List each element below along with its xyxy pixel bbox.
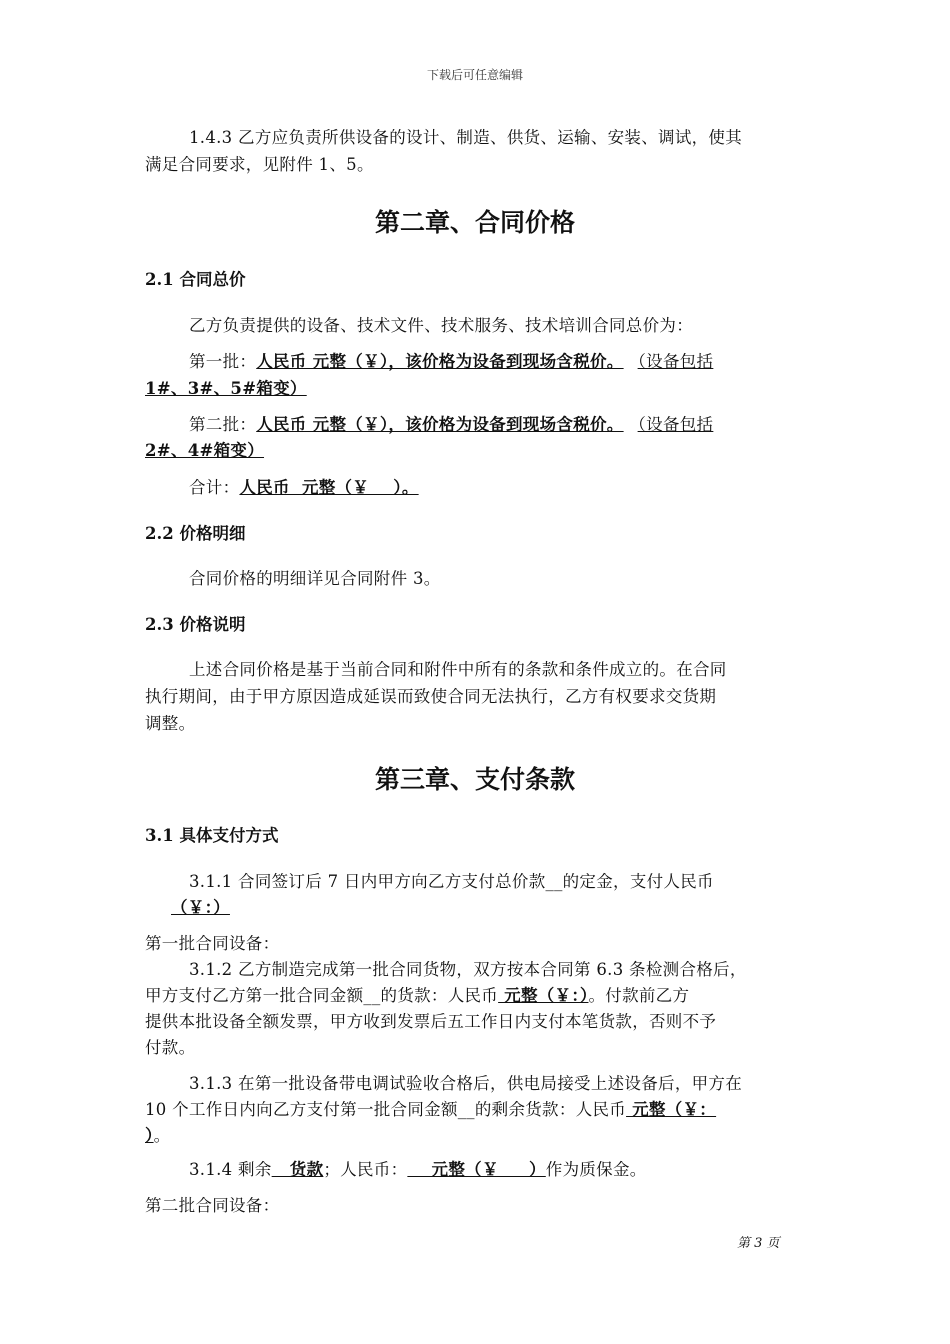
p314-prefix: 3.1.4 剩余 [189, 1160, 272, 1179]
p312-line1: 3.1.2 乙方制造完成第一批合同货物，双方按本合同第 6.3 条检测合格后， [189, 960, 747, 979]
batch1-boxes: 1#、3#、5#箱变） [145, 379, 307, 398]
section-2-2-title: 2.2 价格明细 [145, 524, 246, 543]
total-line [145, 474, 849, 501]
p311-amount: （￥：） [171, 898, 230, 917]
p312-line2 [145, 982, 805, 1009]
section-3-1-title: 3.1 具体支付方式 [145, 826, 279, 845]
section-2-3-line1: 上述合同价格是基于当前合同和附件中所有的条款和条件成立的。在合同 [189, 660, 727, 679]
batch1-equip: （设备包括 [637, 352, 714, 371]
total-value: 人民币 元整（￥ ）。 [239, 478, 419, 497]
chapter-2-title: 第二章、合同价格 [374, 208, 575, 237]
batch2-equip: （设备包括 [637, 415, 714, 434]
paragraph-1-4-3-line1: 1.4.3 乙方应负责所供设备的设计、制造、供货、运输、安装、调试，使其 [189, 128, 743, 147]
p314-rmb-label: ；人民币： [323, 1160, 408, 1179]
p314-tail: 作为质保金。 [545, 1160, 647, 1179]
batch2-boxes-line [145, 437, 805, 464]
chapter-3-title: 第三章、支付条款 [374, 765, 575, 794]
section-2-2-text: 合同价格的明细详见合同附件 3。 [189, 569, 441, 588]
paragraph-1-4-3-line2: 满足合同要求，见附件 1、5。 [145, 155, 374, 174]
p313-line3-tail: 。 [153, 1126, 171, 1145]
p311-line1: 3.1.1 合同签订后 7 日内甲方向乙方支付总价款__的定金，支付人民币 [189, 872, 714, 891]
batch2-boxes: 2#、4#箱变） [145, 441, 265, 460]
batch1-label: 第一批合同设备： [145, 934, 280, 953]
p314-line [145, 1156, 849, 1183]
batch2-price: 人民币 元整（￥），该价格为设备到现场含税价。 [256, 415, 624, 434]
page-number: 第 3 页 [737, 1236, 780, 1251]
batch1-prefix: 第一批： [189, 352, 257, 371]
p312-line4: 付款。 [145, 1038, 196, 1057]
p313-line2 [145, 1096, 805, 1123]
batch2-line [145, 411, 849, 438]
p312-line2-text: 甲方支付乙方第一批合同金额__的货款：人民币 [145, 986, 499, 1005]
p312-line3: 提供本批设备全额发票，甲方收到发票后五工作日内支付本笔货款，否则不予 [145, 1012, 717, 1031]
p312-amount: 元整（￥：） [498, 986, 589, 1005]
p313-line3 [145, 1122, 805, 1149]
p313-line2-text: 10 个工作日内向乙方支付第一批合同金额__的剩余货款：人民币 [145, 1100, 627, 1119]
p314-amount: 元整（￥ ） [407, 1160, 546, 1179]
p312-line2-tail: 。付款前乙方 [588, 986, 690, 1005]
section-2-3-line2: 执行期间，由于甲方原因造成延误而致使合同无法执行，乙方有权要求交货期 [145, 687, 717, 706]
section-2-1-intro: 乙方负责提供的设备、技术文件、技术服务、技术培训合同总价为： [189, 316, 693, 335]
section-2-3-title: 2.3 价格说明 [145, 615, 246, 634]
p313-amount: 元整（￥： [626, 1100, 717, 1119]
p313-amount-end: ） [145, 1126, 154, 1145]
batch1-boxes-line [145, 375, 805, 402]
section-2-3-line3: 调整。 [145, 714, 196, 733]
header-note: 下载后可任意编辑 [426, 68, 523, 82]
batch2-label: 第二批合同设备： [145, 1196, 280, 1215]
batch1-price: 人民币 元整（￥），该价格为设备到现场含税价。 [256, 352, 624, 371]
total-prefix: 合计： [189, 478, 240, 497]
p314-remaining: 货款 [271, 1160, 324, 1179]
batch2-prefix: 第二批： [189, 415, 257, 434]
section-2-1-title: 2.1 合同总价 [145, 270, 246, 289]
p311-line2-wrap [145, 894, 831, 921]
p313-line1: 3.1.3 在第一批设备带电调试验收合格后，供电局接受上述设备后，甲方在 [189, 1074, 743, 1093]
batch1-line [145, 348, 849, 375]
